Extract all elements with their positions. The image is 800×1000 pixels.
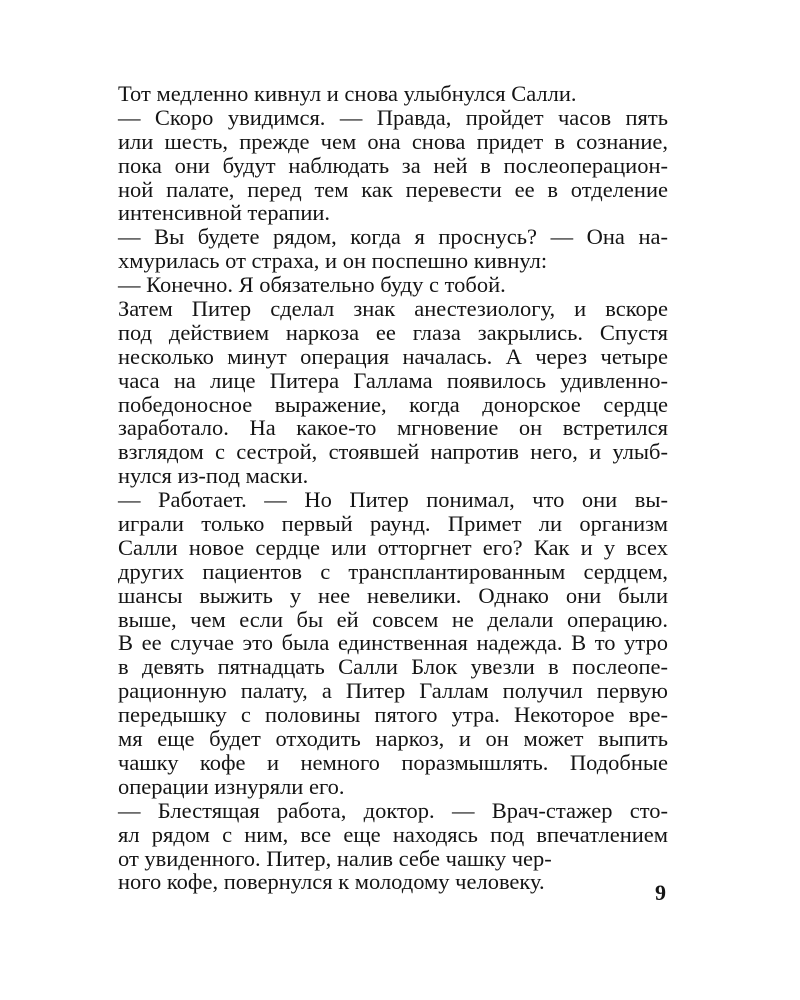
- text-line: заработало. На какое-то мгновение он встретился: [118, 415, 668, 441]
- text-line: часа на лице Питера Галлама появилось удивленно-: [118, 367, 668, 393]
- text-line: — Конечно. Я обязательно буду с тобой.: [118, 272, 506, 298]
- text-line: Тот медленно кивнул и снова улыбнулся Салли.: [118, 81, 577, 106]
- text-line: ял рядом с ним, все еще находясь под впечатлением: [118, 821, 668, 847]
- text-line: — Скоро увидимся. — Правда, пройдет часов пять: [118, 104, 668, 130]
- text-line: под действием наркоза ее глаза закрылись. Спустя: [118, 319, 668, 345]
- text-line: Затем Питер сделал знак анестезиологу, и вскоре: [118, 296, 668, 322]
- text-line: — Работает. — Но Питер понимал, что они вы-: [118, 487, 668, 513]
- text-line: В ее случае это была единственная надежда. В то утро: [118, 630, 668, 656]
- text-line: — Блестящая работа, доктор. — Врач-стажер сто-: [118, 797, 668, 823]
- text-line: рационную палату, а Питер Галлам получил первую: [118, 678, 668, 704]
- text-line: других пациентов с трансплантированным сердцем,: [118, 558, 668, 584]
- text-line: нулся из-под маски.: [118, 463, 309, 489]
- text-line: пока они будут наблюдать за ней в послеоперацион-: [118, 152, 668, 178]
- text-line: или шесть, прежде чем она снова придет в сознание,: [118, 128, 668, 154]
- text-line: — Вы будете рядом, когда я проснусь? — Она на-: [118, 224, 668, 250]
- text-line: ной палате, перед тем как перевести ее в отделение: [118, 176, 668, 202]
- text-line: играли только первый раунд. Примет ли организм: [118, 511, 668, 537]
- text-line: шансы выжить у нее невелики. Однако они были: [118, 582, 668, 608]
- text-line: хмурилась от страха, и он поспешно кивнул:: [118, 248, 548, 274]
- book-page-body: [118, 82, 668, 894]
- text-line: несколько минут операция началась. А через четыре: [118, 343, 668, 369]
- text-line: от увиденного. Питер, налив себе чашку чер-: [118, 845, 552, 871]
- text-line: интенсивной терапии.: [118, 200, 331, 226]
- text-line: передышку с половины пятого утра. Некоторое вре-: [118, 702, 668, 728]
- text-line: ного кофе, повернулся к молодому человеку.: [118, 869, 545, 895]
- text-line: операции изнуряли его.: [118, 773, 345, 799]
- text-line: Салли новое сердце или отторгнет его? Как и у всех: [118, 534, 668, 560]
- text-line: взглядом с сестрой, стоявшей напротив него, и улыб-: [118, 439, 668, 465]
- page-number: 9: [655, 880, 666, 905]
- text-line: чашку кофе и немного поразмышлять. Подобные: [118, 749, 668, 775]
- text-line: выше, чем если бы ей совсем не делали операцию.: [118, 606, 668, 632]
- text-line: победоносное выражение, когда донорское сердце: [118, 391, 668, 417]
- text-line: мя еще будет отходить наркоз, и он может выпить: [118, 726, 668, 752]
- text-line: в девять пятнадцать Салли Блок увезли в послеопе-: [118, 654, 668, 680]
